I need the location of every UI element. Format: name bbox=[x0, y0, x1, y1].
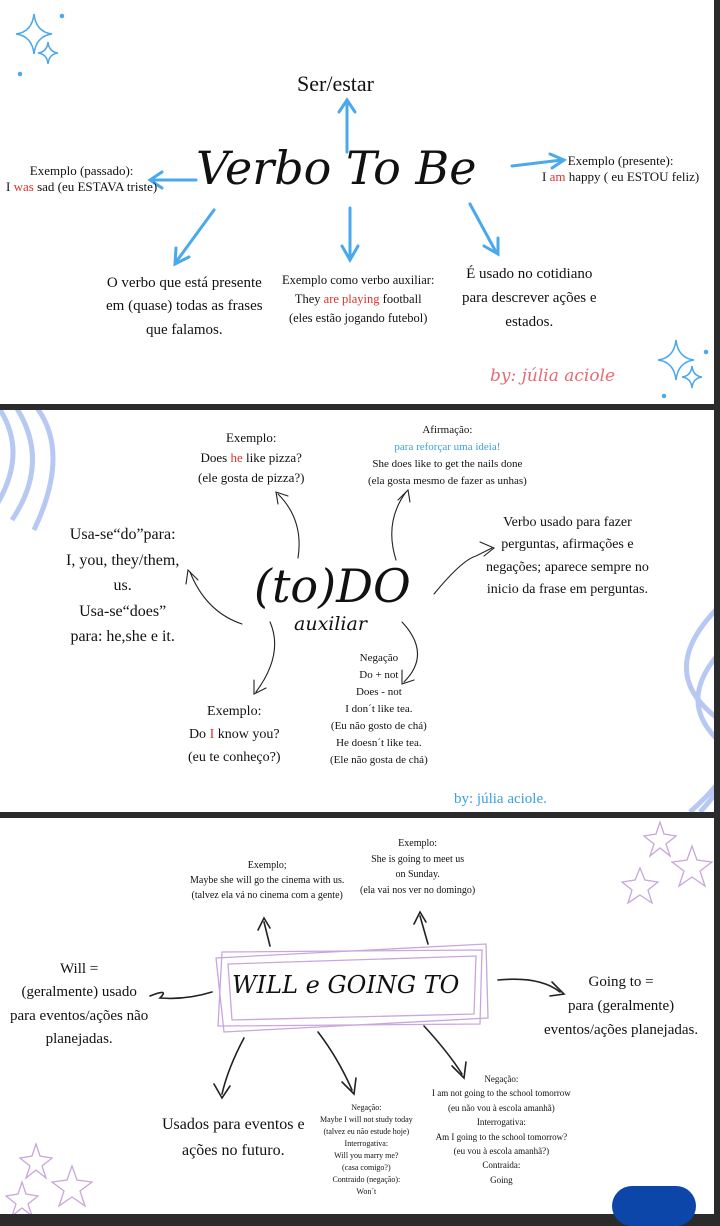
note-line: (casa comigo?) bbox=[342, 1163, 391, 1172]
wave-decoration bbox=[0, 410, 53, 530]
note-line: Contraido (negação): bbox=[332, 1175, 401, 1184]
negation-line: Do + not bbox=[359, 669, 399, 682]
auxiliary-highlight: are playing bbox=[323, 291, 380, 306]
example-sentence bbox=[198, 448, 304, 468]
will-example bbox=[190, 858, 344, 903]
note-line: Will = bbox=[60, 961, 99, 977]
note-line: Usados para eventos e bbox=[162, 1116, 305, 1133]
do-does-usage-note bbox=[66, 522, 179, 650]
past-example-pre: I bbox=[6, 179, 14, 195]
wave-decoration bbox=[686, 600, 714, 812]
note-line: Contraida: bbox=[482, 1160, 521, 1171]
going-to-negation-note bbox=[432, 1072, 571, 1187]
note-line: em (quase) todas as frases bbox=[106, 298, 263, 315]
negation-line: He doesn´t like tea. bbox=[336, 737, 422, 750]
note-line: (eu vou à escola amanhã?) bbox=[453, 1145, 550, 1156]
example-post: know you? bbox=[214, 727, 280, 743]
do-title: (to)DO bbox=[254, 559, 411, 613]
past-example-sentence bbox=[6, 179, 157, 195]
past-example-post: sad (eu ESTAVA triste) bbox=[33, 179, 158, 195]
example-highlight: he bbox=[230, 450, 243, 466]
do-example-question bbox=[198, 428, 304, 488]
panel1-decorations bbox=[0, 0, 714, 404]
affirmation-subtitle: para reforçar uma ideia! bbox=[394, 441, 501, 454]
example-translation: (ele gosta de pizza?) bbox=[198, 470, 305, 486]
present-example-pre: I bbox=[542, 169, 550, 185]
note-line: Am I going to the school tomorrow? bbox=[435, 1131, 568, 1142]
past-example-highlight: was bbox=[13, 179, 34, 195]
panel-verbo-to-be bbox=[0, 0, 714, 404]
note-line: ações no futuro. bbox=[181, 1141, 285, 1159]
example-title: Exemplo: bbox=[398, 838, 438, 849]
auxiliary-example bbox=[282, 271, 434, 327]
note-line: (eu não vou à escola amanhã) bbox=[448, 1102, 555, 1113]
negation-line: (Ele não gosta de chá) bbox=[330, 754, 428, 767]
note-line: para eventos/ações não bbox=[10, 1007, 149, 1024]
present-everywhere-note bbox=[106, 272, 263, 342]
past-example bbox=[6, 163, 157, 196]
star-outline-icon bbox=[6, 1144, 92, 1214]
present-example-highlight: am bbox=[549, 169, 566, 185]
panel-will-going-to bbox=[0, 818, 714, 1214]
present-example-post: happy ( eu ESTOU feliz) bbox=[565, 169, 700, 185]
note-line: Verbo usado para fazer bbox=[503, 515, 632, 530]
present-example-title: Exemplo (presente): bbox=[567, 153, 674, 168]
auxiliary-example-sentence bbox=[282, 290, 434, 309]
example-sentence bbox=[188, 723, 281, 746]
example-pre: Do bbox=[188, 727, 210, 743]
note-line: Maybe I will not study today bbox=[320, 1115, 413, 1124]
example-translation: (eu te conheço?) bbox=[188, 750, 281, 766]
negation-line: Does - not bbox=[355, 686, 402, 699]
note-line: inicio da frase em perguntas. bbox=[486, 582, 648, 598]
negation-line: (Eu não gosto de chá) bbox=[330, 720, 427, 733]
arrow-icon bbox=[150, 912, 564, 1098]
note-line: Won´t bbox=[356, 1187, 377, 1196]
note-line: para: he,she e it. bbox=[70, 628, 175, 646]
auxiliary-translation: (eles estão jogando futebol) bbox=[288, 310, 428, 325]
daily-use-note bbox=[462, 262, 597, 334]
note-line: Will you marry me? bbox=[334, 1151, 399, 1160]
note-line: O verbo que está presente bbox=[106, 275, 262, 291]
will-negation-note bbox=[320, 1102, 413, 1198]
note-line: É usado no cotidiano bbox=[466, 266, 593, 282]
auxiliary-example-title: Exemplo como verbo auxiliar: bbox=[282, 273, 435, 287]
page-title: Verbo To Be bbox=[196, 141, 477, 195]
example-highlight: I bbox=[209, 727, 215, 743]
note-line: que falamos. bbox=[145, 321, 223, 338]
auxiliary-pre: They bbox=[294, 291, 324, 306]
note-line: Usa-se“does” bbox=[79, 602, 167, 620]
note-line: Negação: bbox=[484, 1074, 519, 1084]
note-line: Going bbox=[490, 1174, 513, 1185]
negation-line: I don´t like tea. bbox=[345, 703, 413, 716]
panel-to-do bbox=[0, 410, 714, 812]
going-to-example bbox=[360, 836, 475, 898]
note-line: (geralmente) usado bbox=[21, 984, 137, 1001]
example-title: Exemplo; bbox=[247, 860, 287, 871]
do-subtitle: auxiliar bbox=[294, 613, 367, 635]
ser-estar-label: Ser/estar bbox=[297, 71, 374, 96]
sparkle-icon bbox=[16, 14, 64, 76]
example-sentence: on Sunday. bbox=[395, 869, 440, 880]
note-line: para descrever ações e bbox=[462, 290, 597, 306]
future-use-note bbox=[162, 1112, 305, 1163]
sparkle-icon bbox=[658, 340, 708, 398]
present-example bbox=[542, 153, 699, 186]
example-translation: (talvez ela vá no cinema com a gente) bbox=[191, 890, 343, 901]
note-line: (talvez eu não estude hoje) bbox=[323, 1127, 410, 1136]
note-line: negações; aparece sempre no bbox=[486, 559, 649, 575]
note-line: Usa-se“do”para: bbox=[69, 526, 176, 543]
example-sentence: Maybe she will go the cinema with us. bbox=[190, 875, 345, 886]
note-line: I am not going to the school tomorrow bbox=[432, 1088, 571, 1099]
example-title: Exemplo: bbox=[207, 704, 262, 719]
do-example-know bbox=[188, 700, 281, 769]
note-line: eventos/ações planejadas. bbox=[544, 1022, 699, 1038]
affirmation-title: Afirmação: bbox=[422, 424, 473, 436]
note-line: Interrogativa: bbox=[344, 1139, 389, 1148]
note-line: Going to = bbox=[588, 974, 654, 990]
author-byline: by: júlia aciole bbox=[490, 366, 616, 386]
author-byline: by: júlia aciole. bbox=[454, 791, 547, 807]
example-translation: (ela vai nos ver no domingo) bbox=[360, 884, 476, 896]
will-usage-note bbox=[10, 958, 148, 1051]
affirmation-note bbox=[368, 422, 527, 490]
verb-purpose-note bbox=[486, 512, 649, 602]
note-line: I, you, they/them, bbox=[66, 551, 180, 569]
affirmation-example: She does like to get the nails done bbox=[372, 458, 523, 471]
star-outline-icon bbox=[622, 822, 712, 903]
affirmation-translation: (ela gosta mesmo de fazer as unhas) bbox=[368, 475, 527, 488]
auxiliary-post: football bbox=[379, 291, 422, 306]
floating-action-button[interactable] bbox=[612, 1186, 696, 1226]
example-sentence: She is going to meet us bbox=[371, 853, 465, 865]
note-line: perguntas, afirmações e bbox=[501, 537, 634, 553]
present-example-sentence bbox=[542, 169, 699, 185]
note-line: planejadas. bbox=[45, 1030, 113, 1047]
note-line: estados. bbox=[505, 314, 554, 330]
past-example-title: Exemplo (passado): bbox=[29, 163, 134, 178]
do-negation-note bbox=[330, 650, 428, 769]
example-pre: Does bbox=[200, 450, 231, 466]
note-line: us. bbox=[113, 577, 132, 595]
example-title: Exemplo: bbox=[225, 430, 277, 445]
note-line: Interrogativa: bbox=[476, 1117, 526, 1128]
going-to-usage-note bbox=[544, 970, 698, 1042]
negation-title: Negação bbox=[359, 652, 399, 664]
note-line: para (geralmente) bbox=[567, 998, 675, 1014]
example-post: like pizza? bbox=[242, 450, 302, 466]
page-title: WILL e GOING TO bbox=[232, 971, 460, 999]
note-line: Negação: bbox=[351, 1103, 382, 1112]
